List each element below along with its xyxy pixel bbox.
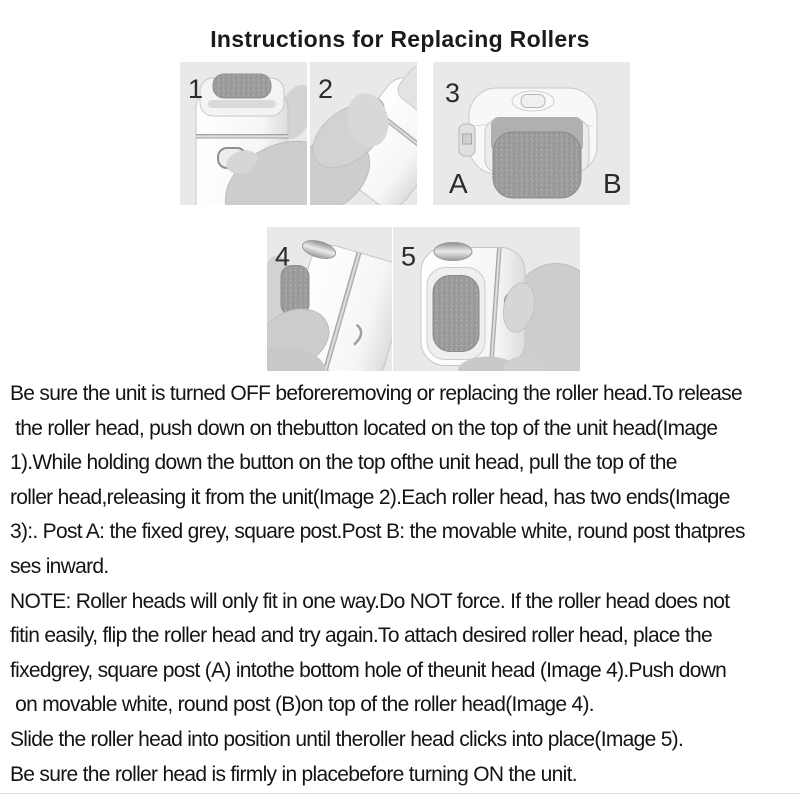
figure-5-photo <box>393 227 580 371</box>
roller-head <box>493 132 581 198</box>
insert-roller-illustration <box>267 227 392 371</box>
page-title: Instructions for Replacing Rollers <box>210 26 590 52</box>
instructions-text <box>10 377 800 792</box>
post-b-label: B <box>603 168 622 199</box>
instruction-line-10: on movable white, round post (B)on top of the roller head(Image 4). <box>10 693 594 717</box>
figure-1-photo <box>180 62 307 205</box>
roller-ends-illustration <box>433 62 630 205</box>
top-button <box>434 243 472 261</box>
instruction-line-8: fitin easily, flip the roller head and try again.To attach desired roller head, place the <box>10 624 712 648</box>
figure-4-photo <box>267 227 392 371</box>
roller-head <box>213 74 271 98</box>
collar-shadow <box>208 100 276 108</box>
figure-2-number: 2 <box>318 74 334 104</box>
top-button <box>521 95 545 108</box>
post-a-label: A <box>449 168 468 199</box>
press-button-illustration <box>180 62 307 205</box>
instruction-line-3: 1).While holding down the button on the top ofthe unit head, pull the top of the <box>10 451 677 475</box>
figure-1-number: 1 <box>188 74 204 104</box>
instruction-line-4: roller head,releasing it from the unit(Image 2).Each roller head, has two ends(Image <box>10 485 730 509</box>
figure-3-photo <box>433 62 630 205</box>
silver-band <box>196 134 288 139</box>
instruction-line-1: Be sure the unit is turned OFF beforeremoving or replacing the roller head.To release <box>10 382 742 405</box>
figure-5-number: 5 <box>401 241 417 272</box>
instruction-line-5: 3):. Post A: the fixed grey, square post.Post B: the movable white, round post thatpres <box>10 520 745 544</box>
figure-2-photo <box>310 62 417 205</box>
figure-4-number: 4 <box>275 241 291 272</box>
figure-3-number: 3 <box>445 78 461 108</box>
bottom-divider <box>0 793 800 794</box>
instruction-line-11: Slide the roller head into position until theroller head clicks into place(Image 5). <box>10 727 684 751</box>
instruction-line-6: ses inward. <box>10 554 109 578</box>
roller-head-held <box>281 266 309 316</box>
pull-roller-illustration <box>310 62 417 205</box>
instruction-line-9: fixedgrey, square post (A) intothe bottom hole of theunit head (Image 4).Push down <box>10 658 727 682</box>
click-into-place-illustration <box>393 227 580 371</box>
square-post-a <box>463 134 472 144</box>
instruction-line-7: NOTE: Roller heads will only fit in one way.Do NOT force. If the roller head does not <box>10 589 730 613</box>
instruction-line-2: the roller head, push down on thebutton located on the top of the unit head(Image <box>10 416 718 440</box>
instruction-line-12: Be sure the roller head is firmly in placebefore turning ON the unit. <box>10 762 577 786</box>
roller-head <box>433 276 479 352</box>
